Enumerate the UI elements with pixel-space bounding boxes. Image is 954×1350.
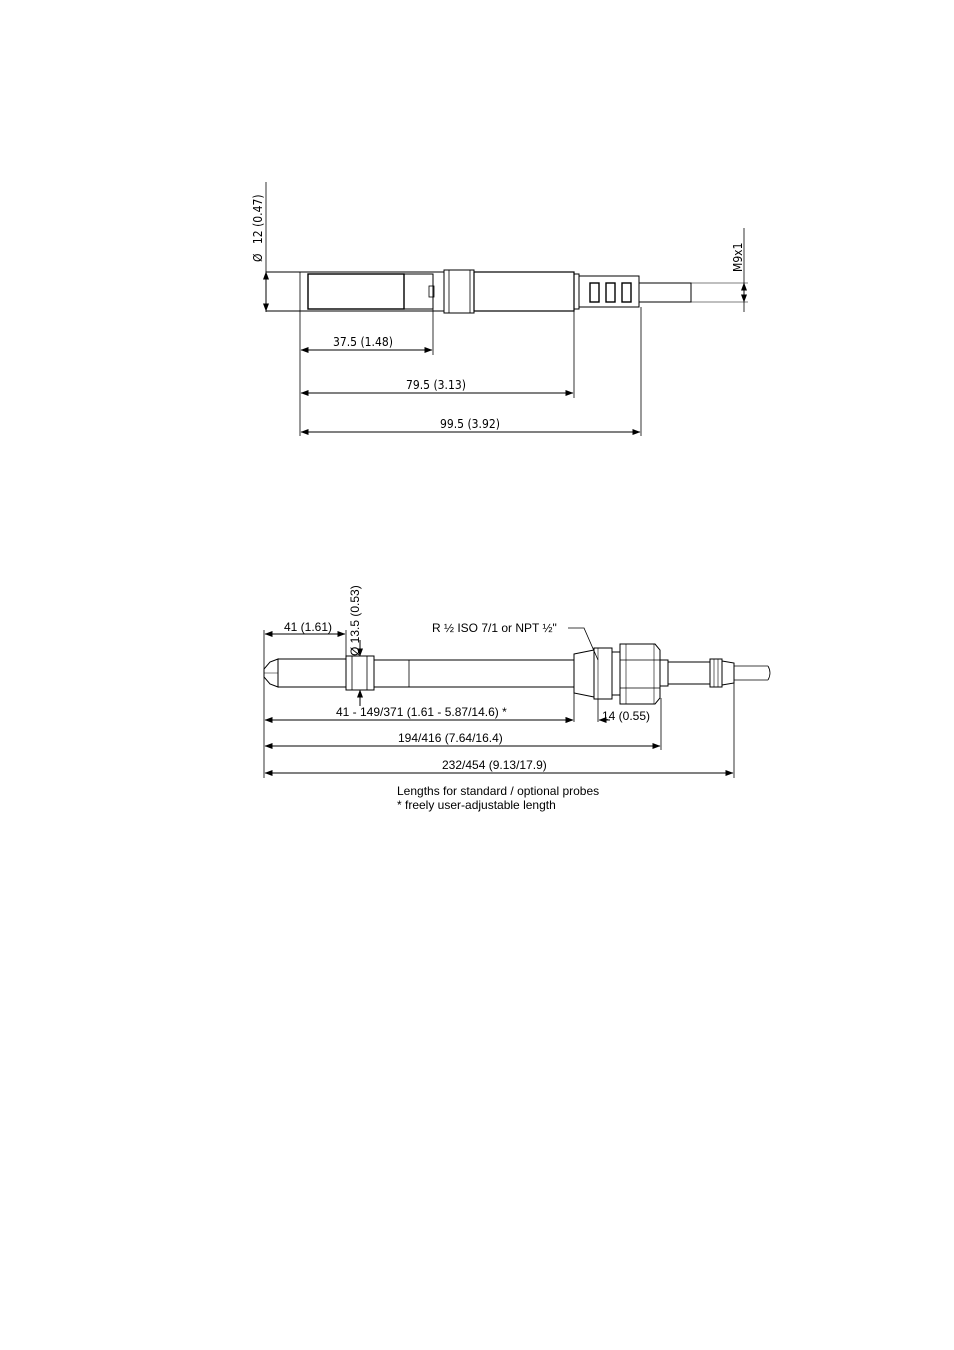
diameter-value: 12 (0.47) <box>251 194 265 245</box>
probe-2-drawing <box>264 585 770 812</box>
adjustable-length-dimension <box>265 705 573 720</box>
dimension-label: 99.5 (3.92) <box>440 417 500 431</box>
note-adjustable: * freely user-adjustable length <box>397 798 556 812</box>
dimension-label: 41 - 149/371 (1.61 - 5.87/14.6) * <box>336 705 507 719</box>
dimension-label: 37.5 (1.48) <box>333 335 393 349</box>
dimension-label: 194/416 (7.64/16.4) <box>398 731 503 745</box>
body-length-dimension <box>265 731 660 746</box>
svg-text:Ø 12 (0.47) <box>251 194 265 262</box>
note-lengths: Lengths for standard / optional probes <box>397 784 600 798</box>
thread-length-dimension <box>562 709 650 723</box>
total-length-dimension <box>265 758 733 773</box>
length-dimension-99-5 <box>301 417 640 432</box>
tip-length-dimension <box>265 620 345 634</box>
probe-1-body <box>266 270 691 313</box>
thread-label: R ½ ISO 7/1 or NPT ½" <box>432 621 557 635</box>
probe-1-drawing <box>251 182 748 436</box>
thread-dimension <box>691 228 748 312</box>
dimension-label: Ø 13.5 (0.53) <box>348 585 362 656</box>
diameter-dimension <box>251 182 266 312</box>
length-dimension-37-5 <box>301 335 432 350</box>
thread-label: M9x1 <box>731 242 745 272</box>
dimension-label: 14 (0.55) <box>602 709 651 723</box>
probe-2-body <box>264 644 770 704</box>
collar-diameter-dimension <box>348 585 362 706</box>
length-dimension-79-5 <box>301 378 573 393</box>
dimension-label: 79.5 (3.13) <box>406 378 466 392</box>
diameter-symbol: Ø <box>251 253 265 262</box>
thread-callout <box>432 621 598 660</box>
dimension-label: 232/454 (9.13/17.9) <box>442 758 547 772</box>
dimension-label: 41 (1.61) <box>284 620 333 634</box>
